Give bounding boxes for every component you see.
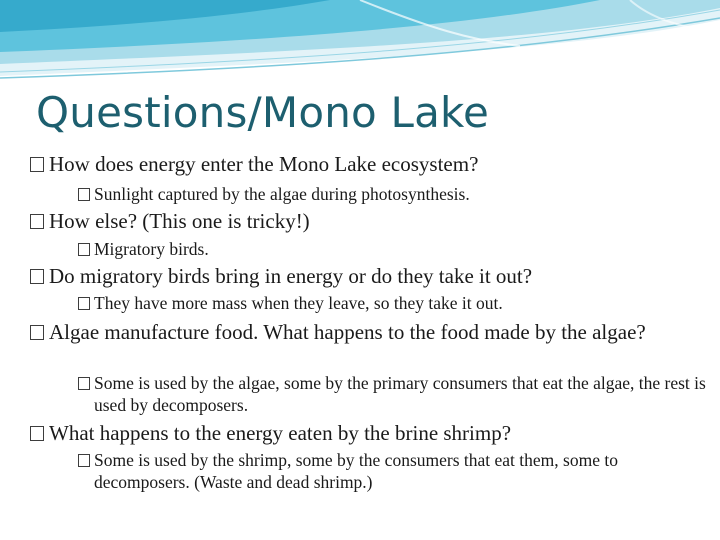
sub-bullet-4-text: Some is used by the algae, some by the primary consumers that eat the algae, the rest is used by decomposers. xyxy=(94,373,706,415)
bullet-5-text: What happens to the energy eaten by the brine shrimp? xyxy=(49,421,512,445)
bullet-4 xyxy=(30,320,720,344)
missing-glyph-box-icon xyxy=(78,188,90,201)
sub-bullet-1-text: Sunlight captured by the algae during photosynthesis. xyxy=(94,184,470,204)
bullet-4-text: Algae manufacture food. What happens to the food made by the algae? xyxy=(49,320,646,344)
missing-glyph-box-icon xyxy=(78,454,90,467)
bullet-1-text: How does energy enter the Mono Lake ecosystem? xyxy=(49,152,479,176)
missing-glyph-box-icon xyxy=(30,426,44,441)
slide-title: Questions/Mono Lake xyxy=(36,88,490,137)
missing-glyph-box-icon xyxy=(78,297,90,310)
sub-bullet-2-text: Migratory birds. xyxy=(94,239,209,259)
sub-bullet-2 xyxy=(78,238,714,260)
missing-glyph-box-icon xyxy=(30,269,44,284)
sub-bullet-3 xyxy=(78,292,714,314)
bullet-3-text: Do migratory birds bring in energy or do they take it out? xyxy=(49,264,533,288)
sub-bullet-1 xyxy=(78,183,714,205)
missing-glyph-box-icon xyxy=(30,157,44,172)
bullet-2-text: How else? (This one is tricky!) xyxy=(49,209,310,233)
bullet-5 xyxy=(30,421,720,445)
missing-glyph-box-icon xyxy=(78,377,90,390)
sub-bullet-4 xyxy=(78,372,714,416)
sub-bullet-3-text: They have more mass when they leave, so they take it out. xyxy=(94,293,503,313)
sub-bullet-5 xyxy=(78,449,714,493)
missing-glyph-box-icon xyxy=(30,325,44,340)
missing-glyph-box-icon xyxy=(78,243,90,256)
bullet-2 xyxy=(30,209,720,233)
bullet-1 xyxy=(30,152,720,176)
sub-bullet-5-text: Some is used by the shrimp, some by the consumers that eat them, some to decomposers. (Waste and dead shrimp.) xyxy=(94,450,618,492)
missing-glyph-box-icon xyxy=(30,214,44,229)
bullet-3 xyxy=(30,264,720,288)
